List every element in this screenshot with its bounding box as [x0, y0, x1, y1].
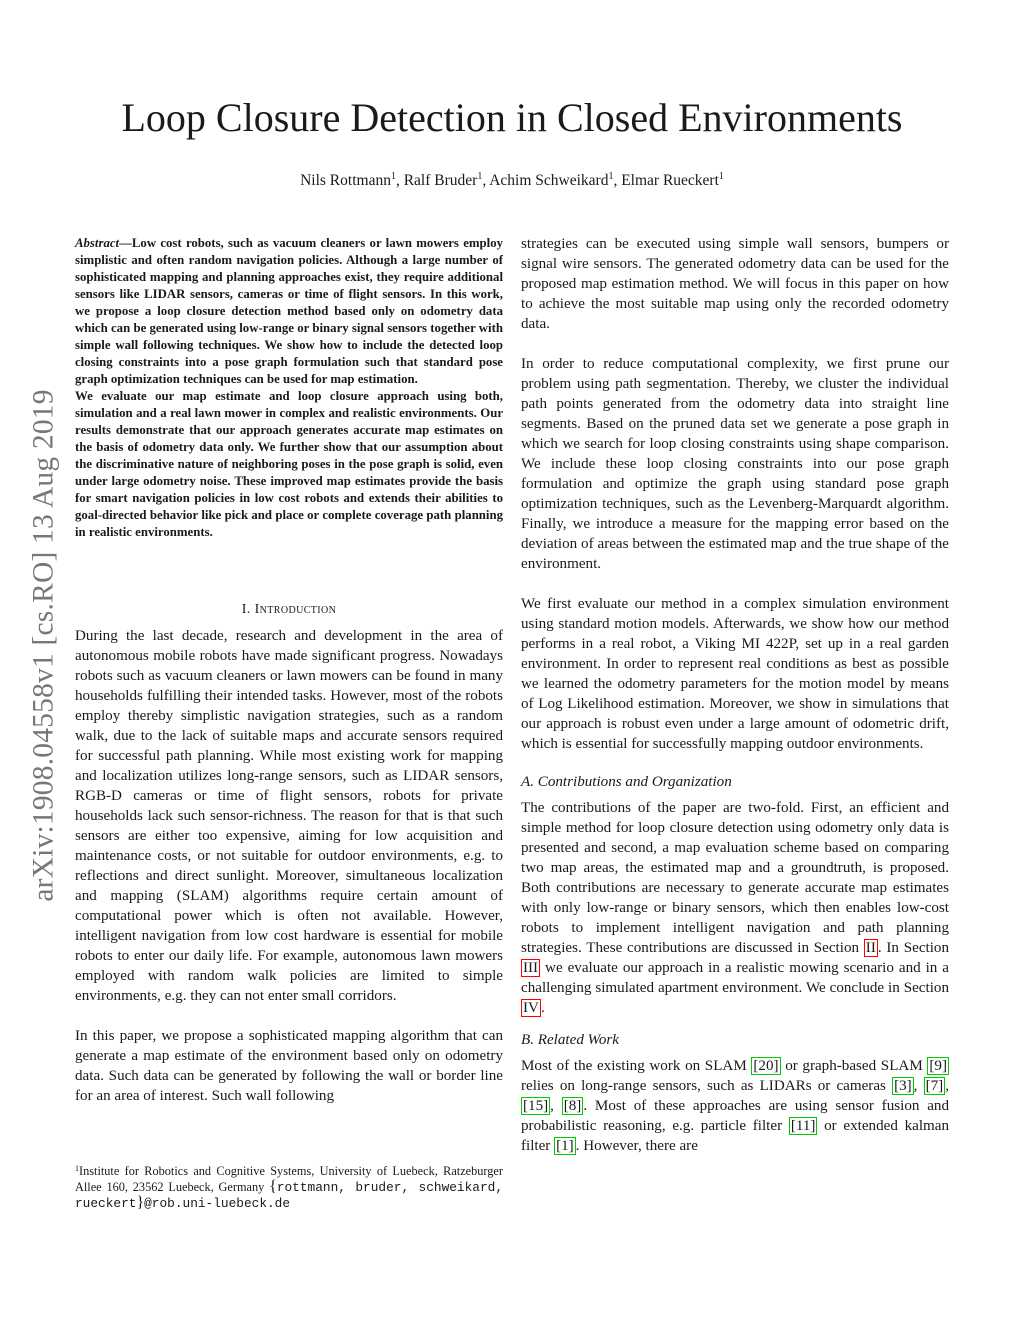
body-paragraph — [521, 798, 949, 1018]
section-numeral: I. — [241, 602, 251, 617]
abstract-text: Low cost robots, such as vacuum cleaners or lawn mowers employ simplistic and often random navigation policies. Although a large number of sophisticated mapping and planning approaches exist, they require additional sensors like LIDAR sensors, cameras or time of flight sensors. In this work, we propose a loop closure detection method based only on odometry data which can be generated using low-range or binary signal sensors together with simple wall following techniques. We show how to include the detected loop closing constraints into a pose graph formulation such that standard pose graph optimization techniques can be used for map estimation. — [75, 236, 503, 386]
footnote-emails: rottmann, bruder, schweikard, rueckert — [75, 1180, 504, 1211]
paragraph-text: , — [945, 1078, 949, 1094]
citation-link[interactable]: [9] — [929, 1058, 947, 1074]
body-paragraph: We first evaluate our method in a complex simulation environment using standard motion models. Afterwards, we show how our method performs in a real robot, a Viking MI 422P, set up in a real garden environment. In order to represent real conditions as best as possible we learned the odometry parameters for the motion model by means of Log Likelihood estimation. Moreover, we show in simulations that our approach is robust even under a large amount of odometric drift, which is essential for successfully mapping outdoor environments. — [521, 596, 949, 752]
abstract — [75, 235, 503, 541]
body-paragraph: In this paper, we propose a sophisticated mapping algorithm that can generate a map estimate of the environment based only on odometry data. Such data can be generated by following the wall or border line for an area of interest. Such wall following — [75, 1028, 503, 1104]
author-name: Ralf Bruder — [403, 172, 478, 189]
citation-link[interactable]: [7] — [925, 1078, 944, 1094]
paragraph-text: or graph-based SLAM — [780, 1058, 928, 1074]
paragraph-text: The contributions of the paper are two-fold. First, an efficient and simple method for loop closure detection using odometry only data is presented and second, a map evaluation scheme based on comparing two map areas, the estimated map and a groundtruth, is proposed. Both contributions are necessary to generate accurate map estimates with only low-range or binary sensors, which then enables low-cost robots to implement intelligent navigation and path planning strategies. These contributions are discussed in Section — [521, 800, 949, 956]
right-column — [521, 234, 949, 1156]
paragraph-text: . In Section — [877, 940, 949, 956]
paragraph-text: , — [913, 1078, 924, 1094]
citation-link[interactable]: [1] — [556, 1138, 574, 1154]
author-affiliation: 1 — [390, 171, 396, 182]
body-paragraph — [521, 1056, 949, 1156]
section-reference-link[interactable]: III — [523, 960, 539, 976]
author-name: Nils Rottmann — [300, 172, 391, 189]
paragraph-text: Most of the existing work on SLAM — [521, 1058, 752, 1074]
footnote-text: Institute for Robotics and Cognitive Systems, University of Luebeck, Ratzeburger Allee 160, 23562 Luebeck, Germany — [75, 1164, 503, 1194]
paragraph-text: . However, there are — [575, 1138, 698, 1154]
abstract-paragraph — [75, 235, 503, 388]
paragraph-text: , — [550, 1098, 562, 1114]
subsection-heading-related-work: B. Related Work — [521, 1032, 619, 1048]
abstract-lead: Abstract — [75, 236, 120, 250]
paragraph-text: or extended kalman filter — [521, 1118, 949, 1154]
paragraph-text: we evaluate our approach in a realistic mowing scenario and in a challenging simulated apartment environment. We conclude in Section — [521, 960, 949, 996]
citation-link[interactable]: [8] — [563, 1098, 582, 1114]
author-affiliation: 1 — [608, 171, 614, 182]
author-name: Elmar Rueckert — [621, 172, 719, 189]
paragraph-text: relies on long-range sensors, such as LIDARs or cameras — [521, 1078, 893, 1094]
body-paragraph: During the last decade, research and development in the area of autonomous mobile robots have made significant progress. Nowadays robots such as vacuum cleaners or lawn mowers can be found in many households fulfilling their intended tasks. However, most of the robots employ thereby simplistic navigation strategies, such as a random walk, due to the lack of suitable maps and accurate sensors required for successful path planning. While most existing work for mapping and localization utilizes long-range sensors, such as LIDAR sensors, RGB-D cameras or time of flight sensors, robots for private households lack such sensor-richness. The reason for that is that such sensors are either too expensive, aiming for low acquisition and maintenance costs, or not suitable for outdoor environments, e.g. to reflections and direct sunlight. Moreover, simultaneous localization and mapping (SLAM) algorithms require certain amount of computational power which is often not available. However, intelligent navigation from low cost hardware is essential for mobile robots to enter our daily life. For example, autonomous lawn mowers employed with random walk policies are limited to simple environments, e.g. they can not enter small corridors. — [75, 628, 503, 1004]
paper-title: Loop Closure Detection in Closed Environments — [121, 95, 903, 140]
author-list: Nils Rottmann$^1$, Ralf Bruder$^1$, Achim Schweikard$^1$, Elmar Rueckert$^1$ — [300, 171, 724, 189]
paragraph-text: . — [540, 1000, 545, 1016]
arxiv-identifier — [22, 348, 66, 943]
abstract-dash: — — [119, 236, 132, 250]
section-heading-introduction — [75, 600, 503, 620]
section-reference-link[interactable]: IV — [523, 1000, 539, 1016]
arxiv-identifier-text: arXiv:1908.04558v1 [cs.RO] 13 Aug 2019 — [27, 389, 60, 902]
affiliation-footnote — [75, 1161, 503, 1211]
citation-link[interactable]: [15] — [523, 1098, 549, 1114]
body-paragraph: strategies can be executed using simple wall sensors, bumpers or signal wire sensors. The generated odometry data can be used for the proposed map estimation method. We will focus in this paper on how to achieve the most suitable map using only the recorded odometry data. — [521, 236, 949, 332]
abstract-paragraph: We evaluate our map estimate and loop closure approach using both, simulation and a real lawn mower in complex and realistic environments. Our results demonstrate that our approach generates accurate map estimates on the basis of odometry data only. We further show that our assumption about the discriminative nature of neighboring poses in the pose graph is solid, even under large odometry noise. These improved map estimates provide the basis for smart navigation policies in low cost robots and extends their abilities to goal-directed behavior like pick and place or complete coverage path planning in realistic environments. — [75, 389, 503, 539]
citation-link[interactable]: [3] — [894, 1078, 912, 1094]
footnote-mark: 1 — [75, 1164, 79, 1173]
citation-link[interactable]: [11] — [790, 1118, 816, 1134]
paragraph-text: . Most of these approaches are using sensor fusion and probabilistic reasoning, e.g. particle filter — [521, 1098, 950, 1134]
section-reference-link[interactable]: II — [865, 940, 876, 956]
author-affiliation: 1 — [718, 171, 724, 182]
author-affiliation: 1 — [477, 171, 483, 182]
section-name: Introduction — [254, 602, 337, 617]
footnote-brace: { — [269, 1178, 277, 1195]
subsection-heading-contributions: A. Contributions and Organization — [521, 774, 732, 790]
author-name: Achim Schweikard — [489, 172, 609, 189]
footnote-email-domain: @rob.uni-luebeck.de — [144, 1196, 291, 1211]
body-paragraph: In order to reduce computational complexity, we first prune our problem using path segmentation. Thereby, we cluster the individual path points generated from the odometry data into straight line segments. Based on the pruned data set we generate a pose graph in which we search for loop closing constraints using shape comparison. We include these loop closing constraints into our pose graph formulation and optimize the graph using standard pose graph optimization techniques, such as the Levenberg-Marquardt algorithm. Finally, we introduce a measure for the mapping error based on the deviation of areas between the estimated map and the true shape of the environment. — [521, 356, 949, 572]
citation-link[interactable]: [20] — [753, 1058, 779, 1074]
left-column — [75, 626, 503, 1106]
footnote-brace: } — [136, 1194, 145, 1211]
